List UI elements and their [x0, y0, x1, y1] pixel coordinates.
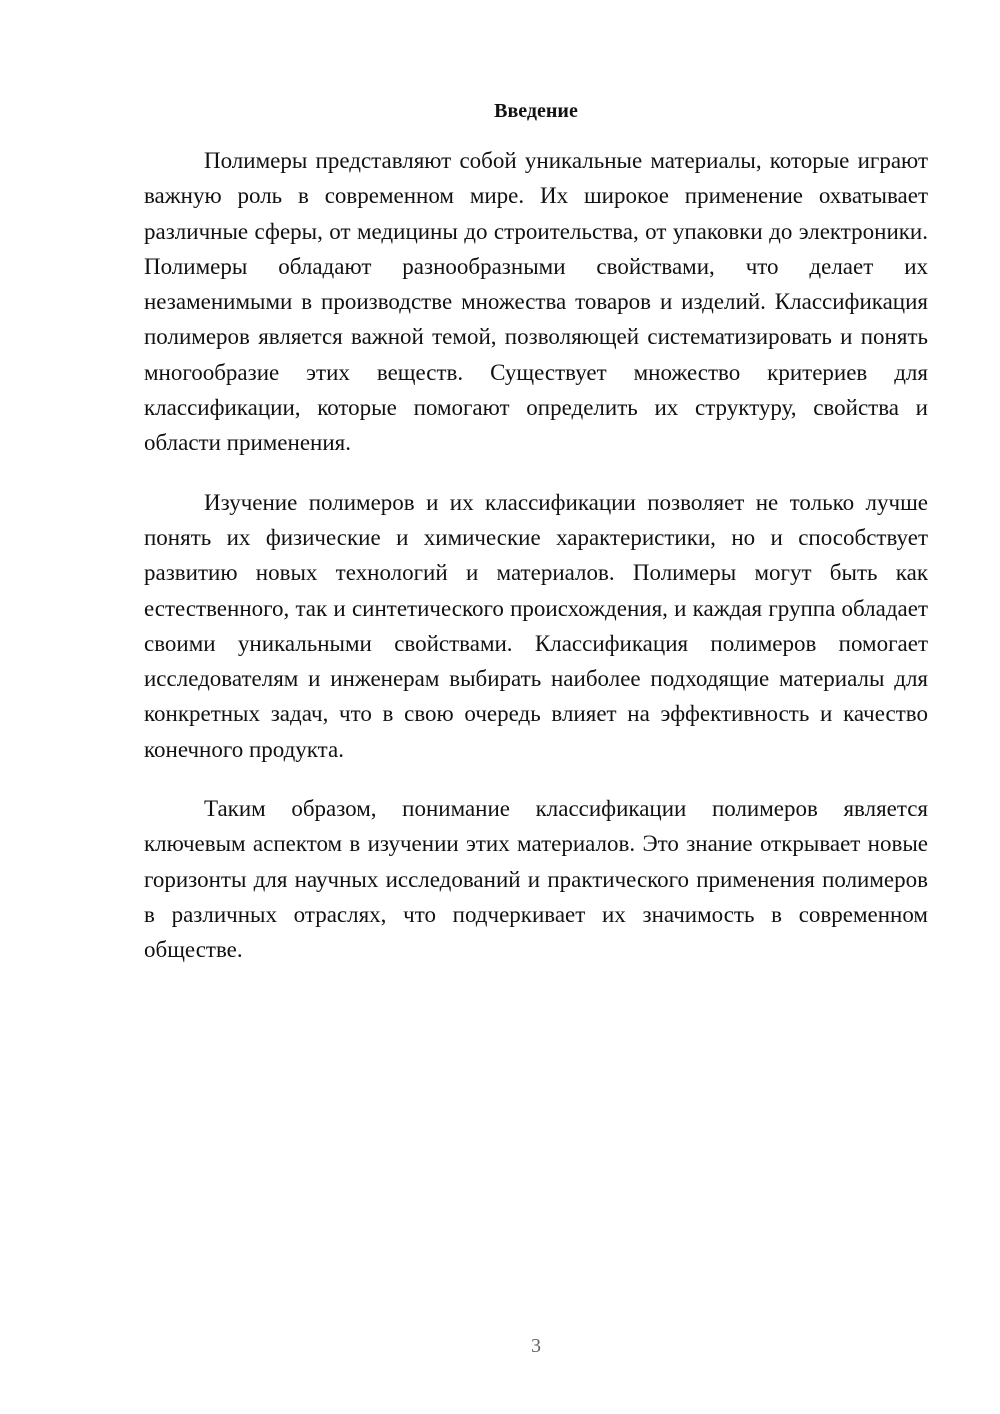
paragraph-1: Полимеры представляют собой уникальные материалы, которые играют важную роль в современном мире. Их широкое применение охватывает различные сферы, от медицины до строительства, от упаковки до электроники. Полимеры обладают разнообразными свойствами, что делает их незаменимыми в производстве множества товаров и изделий. Классификация полимеров является важной темой, позволяющей систематизировать и понять многообразие этих веществ. Существует множество критериев для классификации, которые помогают определить их структуру, свойства и области применения.	[144, 148, 928, 456]
page-number: 3	[531, 1335, 541, 1357]
body-text	[144, 143, 928, 992]
paragraph-2: Изучение полимеров и их классификации позволяет не только лучше понять их физические и химические характеристики, но и способствует развитию новых технологий и материалов. Полимеры могут быть как естественного, так и синтетического происхождения, и каждая группа обладает своими уникальными свойствами. Классификация полимеров помогает исследователям и инженерам выбирать наиболее подходящие материалы для конкретных задач, что в свою очередь влияет на эффективность и качество конечного продукта.	[144, 489, 928, 762]
section-heading: Введение	[494, 100, 578, 122]
paragraph-3: Таким образом, понимание классификации полимеров является ключевым аспектом в изучении этих материалов. Это знание открывает новые горизонты для научных исследований и практического применения полимеров в различных отраслях, что подчеркивает их значимость в современном обществе.	[144, 796, 928, 963]
